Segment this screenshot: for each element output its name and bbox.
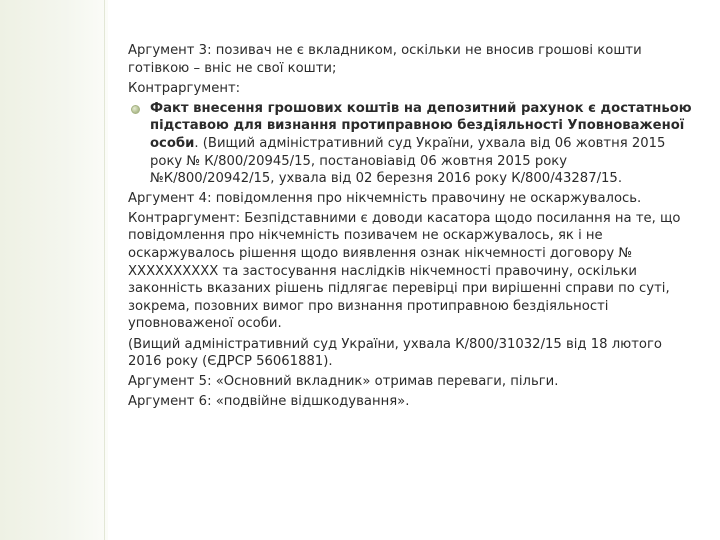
argument-6-text: Аргумент 6: «подвійне відшкодування». — [128, 394, 410, 410]
bullet-citation-text: . (Вищий адміністративний суд України, ухвала від 06 жовтня 2015 року № К/800/20945/15, постановіавід 06 жовтня 2015 року №К/800/20942/15, ухвала від 02 березня 2016 року К/800/43287/15. — [150, 135, 666, 187]
argument-3-text: Аргумент 3: позивач не є вкладником, оскільки не вносив грошові кошти готівкою – вніс не свої кошти; — [128, 43, 642, 76]
bullet-item — [128, 100, 694, 188]
decorative-side-band — [0, 0, 108, 540]
argument-5-text: Аргумент 5: «Основний вкладник» отримав переваги, пільги. — [128, 374, 559, 390]
counterargument-4-text: Контраргумент: Безпідставними є доводи касатора щодо посилання на те, що повідомлення про нікчемність позивачем не оскаржувалось, як і не оскаржувалось рішення щодо виявлення ознак нікчемності договору № ХХХХХХХХХХ та застосування наслідків нікчемності правочину, оскільки законність вказаних рішень підлягає перевірці при вирішенні справи по суті, зокрема, позовних вимог про визнання протиправною бездіяльності уповноваженої особи. — [128, 210, 681, 332]
bullet-icon — [131, 105, 140, 114]
bullet-bold-text: Факт внесення грошових коштів на депозитний рахунок є достатньою підставою для визнання протиправною бездіяльності Уповноваженої особи — [150, 100, 692, 151]
counterargument-label: Контраргумент: — [128, 80, 241, 96]
decorative-divider — [104, 0, 105, 540]
court-citation-text: (Вищий адміністративний суд України, ухвала К/800/31032/15 від 18 лютого 2016 року (ЄДРСР 56061881). — [128, 336, 662, 370]
slide-body — [128, 42, 694, 413]
argument-4-text: Аргумент 4: повідомлення про нікчемність правочину не оскаржувалось. — [128, 190, 642, 206]
